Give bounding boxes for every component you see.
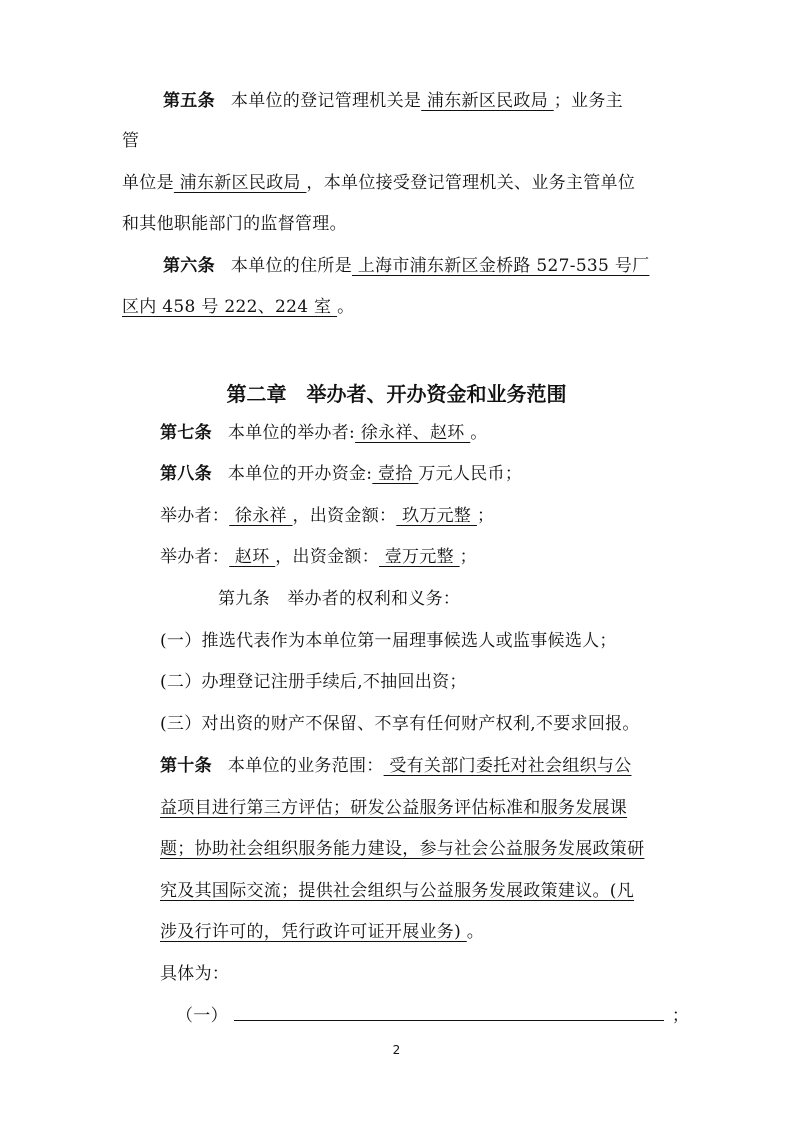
business-scope-value: 受有关部门委托对社会组织与公 (383, 756, 632, 776)
article-label: 第六条 (163, 256, 215, 276)
article-5-line-3: 单位是 浦东新区民政局 ，本单位接受登记管理机关、业务主管单位 (122, 173, 636, 193)
article-label: 第十条 (160, 756, 212, 776)
article-7: 第七条 本单位的举办者: 徐永祥、赵环 。 (160, 423, 488, 443)
blank-line (234, 1004, 664, 1021)
article-label: 第七条 (160, 423, 212, 443)
funder-row-2: 举办者： 赵环 ，出资金额： 壹万元整 ； (160, 547, 477, 567)
article-5-line-4: 和其他职能部门的监督管理。 (122, 214, 347, 234)
article-10-line-1: 第十条 本单位的业务范围： 受有关部门委托对社会组织与公 (160, 756, 632, 776)
capital-value: 壹拾 (372, 464, 419, 484)
business-scope-line-5: 涉及行许可的，凭行政许可证开展业务) 。 (160, 922, 485, 942)
article-8: 第八条 本单位的开办资金: 壹拾 万元人民币； (160, 464, 523, 484)
article-label: 第八条 (160, 464, 212, 484)
business-scope-line-3: 题；协助社会组织服务能力建设，参与社会公益服务发展政策研 (160, 839, 645, 859)
funder-amount: 壹万元整 (379, 547, 460, 567)
business-scope-line-2: 益项目进行第三方评估；研发公益服务评估标准和服务发展课 (160, 798, 628, 818)
business-scope-line-4: 究及其国际交流；提供社会组织与公益服务发展政策建议。(凡 (160, 881, 635, 901)
chapter-title: 第二章 举办者、开办资金和业务范围 (226, 382, 567, 406)
article-6-line-2: 区内 458 号 222、224 室 。 (122, 297, 355, 317)
funder-row-1: 举办者： 徐永祥 ，出资金额： 玖万元整 ； (160, 506, 495, 526)
article-label: 第五条 (163, 91, 215, 111)
article-9-item-3: (三）对出资的财产不保留、不享有任何财产权利,不要求回报。 (160, 714, 640, 734)
specific-item-1: （一） ； (176, 1006, 690, 1026)
article-9-item-2: (二）办理登记注册手续后,不抽回出资； (160, 672, 467, 692)
page-number: 2 (392, 1043, 401, 1057)
specific-label: 具体为： (160, 964, 230, 984)
article-9-item-1: (一）推选代表作为本单位第一届理事候选人或监事候选人； (160, 631, 617, 651)
founders-value: 徐永祥、赵环 (355, 423, 471, 443)
article-5-line-1: 第五条 本单位的登记管理机关是 浦东新区民政局 ；业务主 (163, 91, 623, 111)
address-value-cont: 区内 458 号 222、224 室 (122, 297, 338, 317)
article-9-heading: 第九条 举办者的权利和义务： (218, 589, 461, 609)
funder-name: 赵环 (229, 547, 276, 567)
address-value: 上海市浦东新区金桥路 527-535 号厂 (352, 256, 650, 276)
funder-name: 徐永祥 (229, 506, 293, 526)
registration-authority-value: 浦东新区民政局 (421, 91, 554, 111)
supervising-unit-value: 浦东新区民政局 (173, 173, 307, 193)
article-6-line-1: 第六条 本单位的住所是 上海市浦东新区金桥路 527-535 号厂 (163, 256, 650, 276)
article-5-line-2: 管 (122, 131, 140, 151)
funder-amount: 玖万元整 (396, 506, 477, 526)
